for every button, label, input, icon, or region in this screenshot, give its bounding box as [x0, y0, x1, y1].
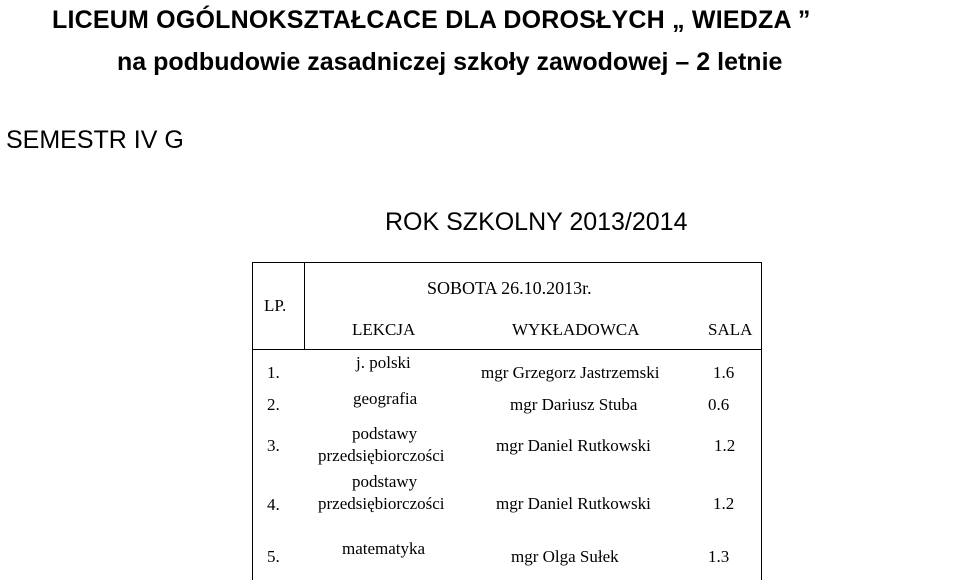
- lesson-name: matematyka: [342, 539, 426, 558]
- lecturer-name: mgr Olga Sułek: [511, 547, 619, 566]
- schedule-date: SOBOTA 26.10.2013r.: [427, 278, 592, 298]
- lecturer-name: mgr Dariusz Stuba: [510, 395, 638, 414]
- lesson-name: j. polski: [356, 353, 411, 372]
- room-number: 0.6: [708, 395, 730, 414]
- lecturer-column-header: WYKŁADOWCA: [512, 320, 640, 339]
- school-year-label: ROK SZKOLNY 2013/2014: [385, 208, 688, 236]
- room-number: 1.2: [713, 494, 735, 513]
- lecturer-name: mgr Daniel Rutkowski: [496, 436, 651, 455]
- table-frame: [252, 262, 762, 580]
- lesson-column-header: LEKCJA: [352, 320, 416, 339]
- room-number: 1.6: [713, 363, 735, 382]
- table-header-divider: [252, 349, 761, 350]
- row-number: 4.: [267, 495, 280, 514]
- school-subtitle: na podbudowie zasadniczej szkoły zawodowej – 2 letnie: [117, 48, 783, 76]
- row-number: 1.: [267, 363, 280, 382]
- semester-label: SEMESTR IV G: [6, 126, 184, 154]
- lesson-name: geografia: [353, 389, 418, 408]
- room-number: 1.2: [714, 436, 736, 455]
- table-column-divider: [304, 262, 305, 350]
- room-column-header: SALA: [708, 320, 753, 339]
- lecturer-name: mgr Daniel Rutkowski: [496, 494, 651, 513]
- row-number: 5.: [267, 547, 280, 566]
- row-number: 3.: [267, 436, 280, 455]
- lesson-name: podstawy: [352, 424, 418, 443]
- lesson-name-continued: przedsiębiorczości: [318, 494, 445, 513]
- row-number: 2.: [267, 395, 280, 414]
- lesson-name: podstawy: [352, 472, 418, 491]
- lecturer-name: mgr Grzegorz Jastrzemski: [481, 363, 660, 382]
- lesson-name-continued: przedsiębiorczości: [318, 446, 445, 465]
- school-title: LICEUM OGÓLNOKSZTAŁCACE DLA DOROSŁYCH „ WIEDZA ”: [52, 6, 811, 34]
- lp-header: LP.: [264, 296, 287, 315]
- room-number: 1.3: [708, 547, 730, 566]
